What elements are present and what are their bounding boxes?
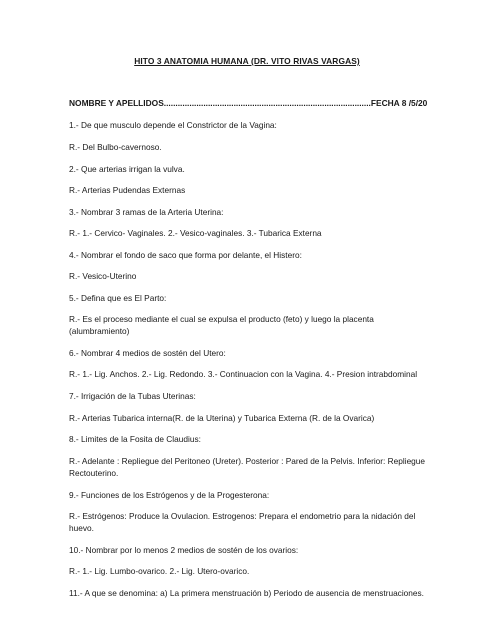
answer-2: R.- Arterias Pudendas Externas: [69, 185, 186, 195]
question-8: 8.- Limites de la Fosita de Claudius:: [69, 434, 201, 444]
question-9: 9.- Funciones de los Estrógenos y de la Progesterona:: [69, 490, 270, 500]
question-5: 5.- Defina que es El Parto:: [69, 293, 167, 303]
answer-5: R.- Es el proceso mediante el cual se expulsa el producto (feto) y luego la placenta (alumbramiento): [69, 314, 374, 336]
question-11: 11.- A que se denomina: a) La primera menstruación b) Periodo de ausencia de menstruaciones.: [69, 588, 424, 598]
question-3: 3.- Nombrar 3 ramas de la Arteria Uterina:: [69, 207, 224, 217]
answer-3: R.- 1.- Cervico- Vaginales. 2.- Vesico-vaginales. 3.- Tubarica Externa: [69, 228, 322, 238]
name-date-line: NOMBRE Y APELLIDOS.........................................................................................FECHA 8 /5/20: [69, 98, 428, 108]
answer-4: R.- Vesico-Uterino: [69, 271, 137, 281]
answer-7: R.- Arterias Tubarica interna(R. de la Uterina) y Tubarica Externa (R. de la Ovarica): [69, 413, 375, 423]
answer-1: R.- Del Bulbo-cavernoso.: [69, 142, 162, 152]
question-1: 1.- De que musculo depende el Constrictor de la Vagina:: [69, 120, 277, 130]
question-4: 4.- Nombrar el fondo de saco que forma por delante, el Histero:: [69, 250, 302, 260]
answer-10: R.- 1.- Lig. Lumbo-ovarico. 2.- Lig. Utero-ovarico.: [69, 566, 250, 576]
question-2: 2.- Que arterias irrigan la vulva.: [69, 164, 185, 174]
question-6: 6.- Nombrar 4 medios de sostén del Utero:: [69, 348, 226, 358]
answer-6: R.- 1.- Lig. Anchos. 2.- Lig. Redondo. 3.- Continuacion con la Vagina. 4.- Presion intrabdominal: [69, 369, 418, 379]
question-7: 7.- Irrigación de la Tubas Uterinas:: [69, 391, 196, 401]
document-title: HITO 3 ANATOMIA HUMANA (DR. VITO RIVAS VARGAS): [134, 56, 360, 66]
answer-9: R.- Estrógenos: Produce la Ovulacion. Estrogenos: Prepara el endometrio para la nidación del huevo.: [69, 511, 416, 533]
answer-8: R.- Adelante : Repliegue del Peritoneo (Ureter). Posterior : Pared de la Pelvis. Inferior: Repliegue Rectouterino.: [69, 456, 426, 478]
question-10: 10.- Nombrar por lo menos 2 medios de sostén de los ovarios:: [69, 545, 299, 555]
